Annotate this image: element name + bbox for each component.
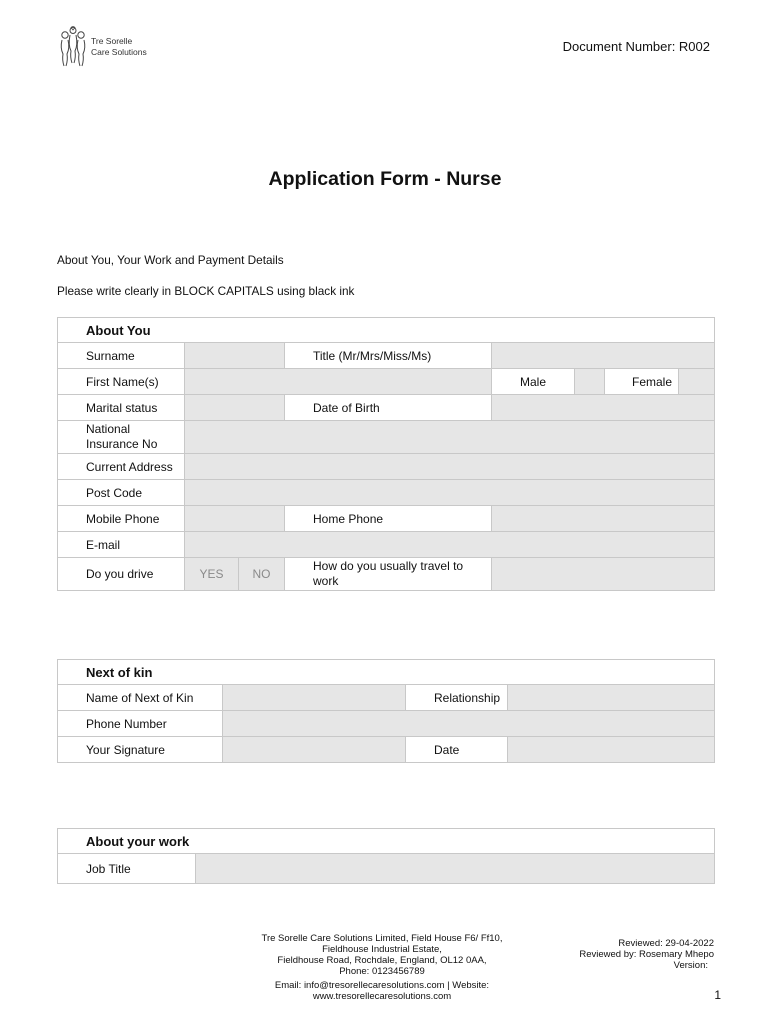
mobile-phone-label: Mobile Phone [58, 506, 185, 532]
footer-address-line-2: Fieldhouse Industrial Estate, [322, 944, 442, 955]
signature-label: Your Signature [58, 737, 223, 763]
review-info [579, 938, 714, 971]
footer-address-line-1: Tre Sorelle Care Solutions Limited, Field House F6/ Ff10, [261, 933, 503, 944]
current-address-label: Current Address [58, 454, 185, 480]
care-figures-icon [58, 26, 88, 68]
footer-contact [232, 980, 532, 1002]
signature-field[interactable] [223, 737, 406, 763]
job-title-field[interactable] [196, 854, 715, 884]
intro-line-1: About You, Your Work and Payment Details [57, 253, 284, 267]
company-logo [58, 26, 147, 68]
footer-address-line-4: Phone: 0123456789 [339, 966, 425, 977]
national-insurance-line-2: Insurance No [86, 437, 158, 451]
marital-status-field[interactable] [185, 395, 285, 421]
footer-address-line-3: Fieldhouse Road, Rochdale, England, OL12 0AA, [277, 955, 487, 966]
male-checkbox[interactable] [575, 369, 605, 395]
page-number: 1 [714, 988, 721, 1002]
first-names-field[interactable] [185, 369, 492, 395]
next-of-kin-name-label: Name of Next of Kin [58, 685, 223, 711]
national-insurance-label [58, 421, 185, 454]
date-of-birth-label: Date of Birth [285, 395, 492, 421]
drive-no-option[interactable]: NO [239, 558, 285, 591]
intro-line-2: Please write clearly in BLOCK CAPITALS using black ink [57, 284, 355, 298]
footer-address [232, 933, 532, 977]
footer-website[interactable]: www.tresorellecaresolutions.com [312, 991, 452, 1002]
female-checkbox[interactable] [679, 369, 715, 395]
current-address-field[interactable] [185, 454, 715, 480]
relationship-field[interactable] [508, 685, 715, 711]
section-heading-about-you: About You [58, 318, 715, 343]
national-insurance-field[interactable] [185, 421, 715, 454]
do-you-drive-label: Do you drive [58, 558, 185, 591]
drive-yes-option[interactable]: YES [185, 558, 239, 591]
email-label: E-mail [58, 532, 185, 558]
logo-line-1: Tre Sorelle [91, 36, 133, 46]
document-number: Document Number: R002 [562, 39, 710, 54]
email-field[interactable] [185, 532, 715, 558]
post-code-field[interactable] [185, 480, 715, 506]
next-of-kin-table [57, 659, 715, 763]
first-names-label: First Name(s) [58, 369, 185, 395]
relationship-label: Relationship [406, 685, 508, 711]
marital-status-label: Marital status [58, 395, 185, 421]
male-label: Male [492, 369, 575, 395]
phone-number-label: Phone Number [58, 711, 223, 737]
reviewed-by: Reviewed by: Rosemary Mhepo [579, 949, 714, 960]
surname-label: Surname [58, 343, 185, 369]
about-work-table [57, 828, 715, 884]
home-phone-label: Home Phone [285, 506, 492, 532]
travel-to-work-field[interactable] [492, 558, 715, 591]
logo-line-2: Care Solutions [91, 47, 147, 57]
surname-field[interactable] [185, 343, 285, 369]
travel-to-work-label [285, 558, 492, 591]
page-title: Application Form - Nurse [268, 168, 502, 190]
version: Version: [673, 960, 708, 971]
section-heading-next-of-kin: Next of kin [58, 660, 715, 685]
travel-line-2: work [313, 574, 339, 588]
post-code-label: Post Code [58, 480, 185, 506]
date-label: Date [406, 737, 508, 763]
title-field[interactable] [492, 343, 715, 369]
phone-number-field[interactable] [223, 711, 715, 737]
job-title-label: Job Title [58, 854, 196, 884]
next-of-kin-name-field[interactable] [223, 685, 406, 711]
section-heading-about-work: About your work [58, 829, 715, 854]
national-insurance-line-1: National [86, 422, 131, 436]
reviewed-date: Reviewed: 29-04-2022 [618, 938, 714, 949]
about-you-table [57, 317, 715, 591]
title-label: Title (Mr/Mrs/Miss/Ms) [285, 343, 492, 369]
date-field[interactable] [508, 737, 715, 763]
home-phone-field[interactable] [492, 506, 715, 532]
female-label: Female [605, 369, 679, 395]
footer-email: Email: info@tresorellecaresolutions.com | Website: [274, 980, 490, 991]
mobile-phone-field[interactable] [185, 506, 285, 532]
date-of-birth-field[interactable] [492, 395, 715, 421]
travel-line-1: How do you usually travel to [313, 559, 464, 573]
